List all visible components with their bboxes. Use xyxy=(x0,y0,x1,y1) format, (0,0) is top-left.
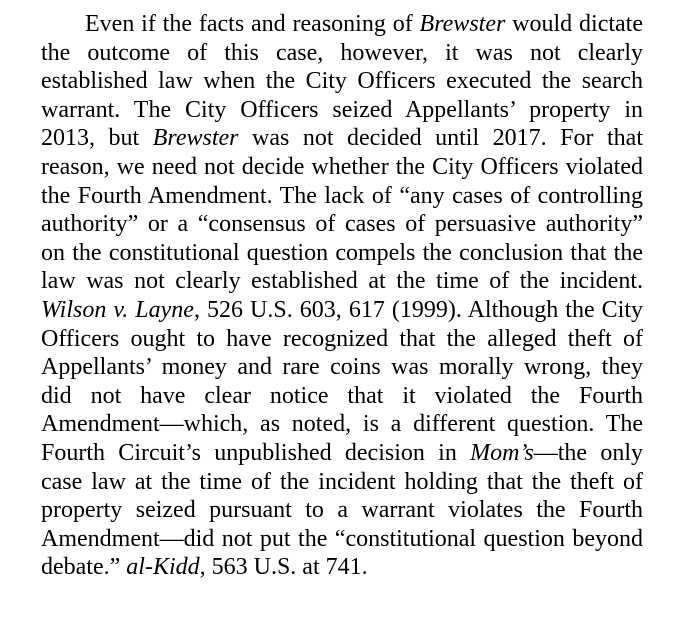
text-run: was not decided until 2017. For that reason, we need not decide whether the City Officers violated the Fourth Amendment. The lack of “any cases of controlling authority” or a “consensus of cases of persuasive authority” on the constitutional question compels the conclusion that the law was not clearly established at the time of the incident. xyxy=(41,125,644,295)
text-run: would dictate the outcome of this case, however, it was not clearly established law when the City Officers executed the search warrant. The City Officers seized Appellants’ property in 2013, but xyxy=(41,11,644,152)
case-name-brewster: Brewster xyxy=(419,11,506,37)
case-name-moms: Mom’s xyxy=(470,439,534,466)
document-page xyxy=(41,10,643,582)
citation-al-kidd: al-Kidd xyxy=(126,554,200,581)
text-run: , 526 U.S. 603, 617 (1999). Although the City Officers ought to have recognized that the alleged theft of Appellants’ money and rare coins was morally wrong, they did not have clear notice that it violated the Fourth Amendment—which, as noted, is a different question. The Fourth Circuit’s unpublished decision in xyxy=(41,296,644,466)
text-run: Even if the facts and reasoning of xyxy=(85,11,420,37)
opinion-paragraph xyxy=(41,10,643,582)
text-run: , 563 U.S. at 741. xyxy=(199,554,368,581)
text-run: —the only case law at the time of the incident holding that the theft of property seized pursuant to a warrant violates the Fourth Amendment—did not put the “constitutional question beyond debate.” xyxy=(41,439,643,581)
case-name-brewster: Brewster xyxy=(152,125,239,152)
citation-wilson-v-layne: Wilson v. Layne xyxy=(41,296,194,323)
